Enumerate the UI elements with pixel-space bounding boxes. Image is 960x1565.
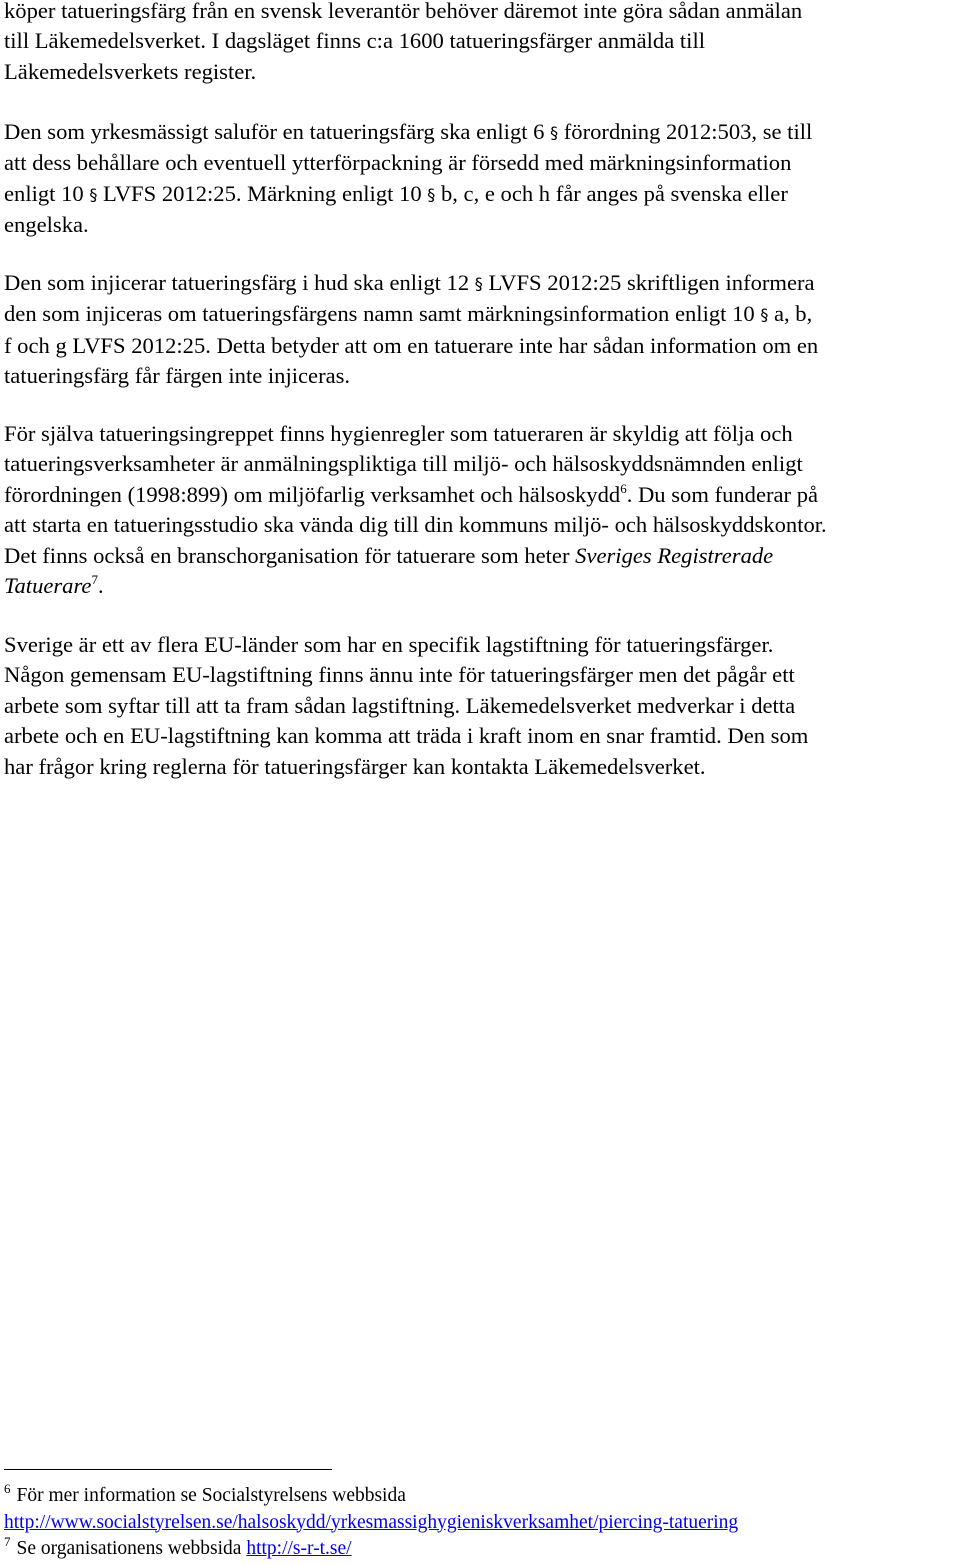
- text-line: [4, 299, 818, 330]
- paragraph-eu-legislation: [4, 630, 808, 782]
- text-line: tatueringsverksamheter är anmälningspliktiga till miljö- och hälsoskyddsnämnden enligt: [4, 451, 803, 477]
- text-line: att starta en tatueringsstudio ska vända dig till din kommuns miljö- och hälsoskyddskontor.: [4, 512, 827, 538]
- section-sign: §: [89, 184, 98, 204]
- text-line: har frågor kring reglerna för tatueringsfärger kan kontakta Läkemedelsverket.: [4, 753, 706, 779]
- footnote-6-link-line: [4, 1510, 738, 1537]
- paragraph-injection: [4, 268, 818, 392]
- text-line: [4, 541, 827, 571]
- organisation-name: Tatuerare: [4, 573, 92, 599]
- footnote-reference-6[interactable]: 6: [620, 480, 627, 496]
- footnote-6: [4, 1483, 738, 1510]
- paragraph-anmalan: [4, 0, 802, 87]
- text-span: den som injiceras om tatueringsfärgens namn samt märkningsinformation enligt 10: [4, 301, 761, 327]
- text-span: förordningen (1998:899) om miljöfarlig verksamhet och hälsoskydd: [4, 481, 621, 507]
- socialstyrelsen-link[interactable]: http://www.socialstyrelsen.se/halsoskydd/yrkesmassighygieniskverksamhet/piercing-tatuering: [4, 1511, 739, 1533]
- paragraph-marking: [4, 117, 812, 241]
- text-line: Läkemedelsverkets register.: [4, 58, 257, 84]
- footnote-mark: 7: [4, 1534, 11, 1549]
- text-line: köper tatueringsfärg från en svensk leverantör behöver däremot inte göra sådan anmälan: [4, 0, 803, 23]
- section-sign: §: [474, 274, 483, 293]
- text-line: [4, 571, 827, 601]
- text-line: Någon gemensam EU-lagstiftning finns ännu inte för tatueringsfärger men det pågår ett: [4, 662, 795, 688]
- text-span: Det finns också en branschorganisation för tatuerare som heter: [4, 542, 576, 568]
- text-line: För själva tatueringsingreppet finns hygienregler som tatueraren är skyldig att följa och: [4, 421, 793, 446]
- footnote-reference-7[interactable]: 7: [91, 572, 98, 588]
- text-span: LVFS 2012:25 skriftligen informera: [482, 270, 815, 295]
- footnote-divider: [4, 1469, 332, 1470]
- footnotes: [4, 1483, 738, 1563]
- text-line: [4, 268, 818, 299]
- footnote-7: [4, 1536, 738, 1563]
- text-line: Sverige är ett av flera EU-länder som har en specifik lagstiftning för tatueringsfärger.: [4, 632, 774, 657]
- text-span: Den som yrkesmässigt saluför en tatueringsfärg ska enligt 6: [4, 119, 551, 144]
- text-line: [4, 117, 812, 148]
- footnote-text: För mer information se Socialstyrelsens webbsida: [16, 1485, 406, 1506]
- text-line: f och g LVFS 2012:25. Detta betyder att om en tatuerare inte har sådan information om en: [4, 332, 819, 358]
- footnote-text: Se organisationens webbsida: [16, 1538, 247, 1559]
- text-line: [4, 480, 827, 510]
- text-line: till Läkemedelsverket. I dagsläget finns c:a 1600 tatueringsfärger anmälda till: [4, 28, 706, 54]
- text-line: arbete och en EU-lagstiftning kan komma att träda i kraft inom en snar framtid. Den som: [4, 723, 809, 749]
- text-span: .: [97, 573, 104, 599]
- text-span: förordning 2012:503, se till: [558, 119, 813, 144]
- footnote-mark: 6: [4, 1481, 11, 1496]
- text-line: arbete som syftar till att ta fram sådan lagstiftning. Läkemedelsverket medverkar i detta: [4, 692, 796, 718]
- text-span: a, b,: [768, 301, 813, 327]
- text-span: b, c, e och h får anges på svenska eller: [435, 180, 788, 206]
- text-span: Den som injicerar tatueringsfärg i hud ska enligt 12: [4, 270, 475, 295]
- section-sign: §: [550, 123, 559, 142]
- text-line: engelska.: [4, 212, 89, 238]
- text-span: enligt 10: [4, 180, 90, 206]
- organisation-name: Sveriges Registrerade: [575, 542, 774, 568]
- text-line: tatueringsfärg får färgen inte injiceras.: [4, 363, 351, 389]
- text-line: att dess behållare och eventuell ytterförpackning är försedd med märkningsinformation: [4, 150, 792, 176]
- section-sign: §: [760, 305, 769, 325]
- section-sign: §: [427, 184, 436, 204]
- text-line: [4, 179, 812, 210]
- text-span: . Du som funderar på: [626, 481, 819, 507]
- srt-link[interactable]: http://s-r-t.se/: [246, 1538, 352, 1559]
- paragraph-hygiene: [4, 419, 827, 601]
- text-span: LVFS 2012:25. Märkning enligt 10: [97, 180, 428, 206]
